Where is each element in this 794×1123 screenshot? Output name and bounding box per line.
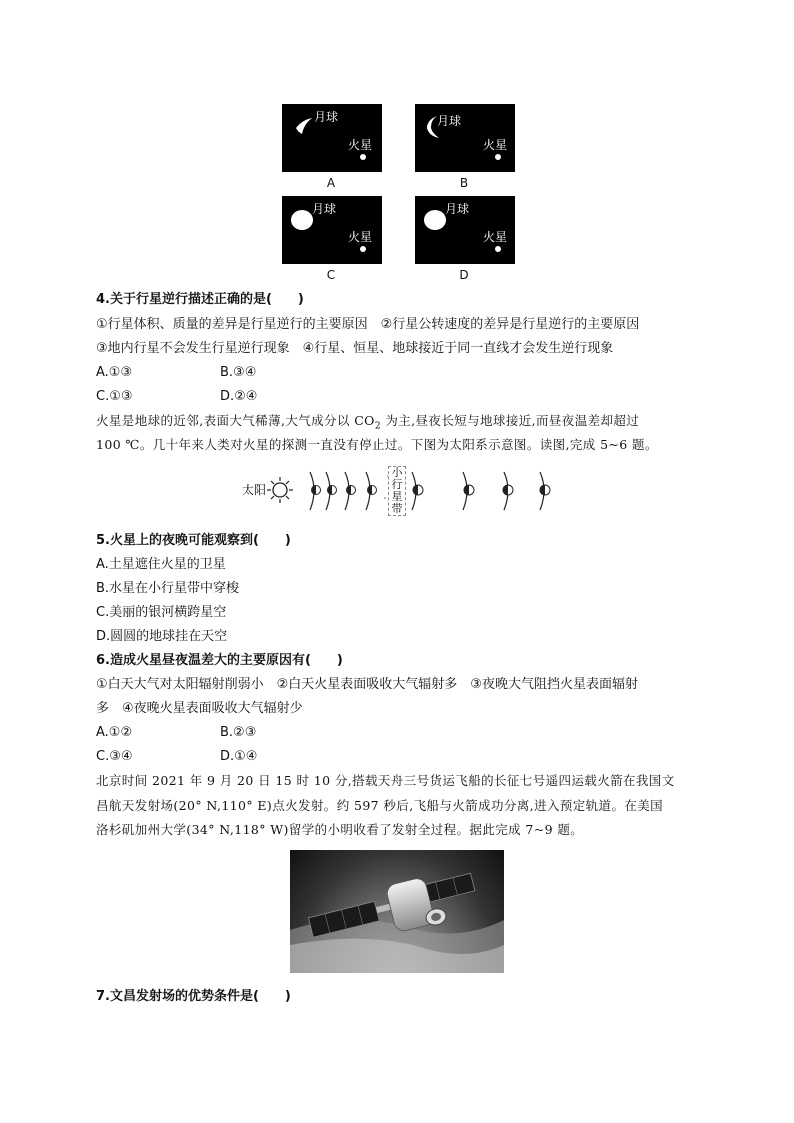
figure-panel-c	[282, 196, 382, 264]
mars-label: 火星	[483, 138, 508, 152]
sun-icon	[266, 476, 294, 504]
subscript: 2	[374, 421, 381, 432]
option-d: D.②④	[220, 389, 258, 404]
caption-a: A	[326, 176, 336, 190]
spacecraft-illustration	[290, 850, 504, 973]
question-5-stem: 5.火星上的夜晚可能观察到( )	[96, 533, 291, 548]
full-moon-icon	[423, 208, 447, 232]
asteroid-belt-label: 小行星带	[388, 466, 406, 516]
caption-c: C	[326, 268, 336, 282]
passage-launch-line-3: 洛杉矶加州大学(34° N,118° W)留学的小明收看了发射全过程。据此完成 7~9 题。	[96, 822, 584, 837]
option-a: A.①②	[96, 725, 133, 740]
question-6-statement-1: ①白天大气对太阳辐射削弱小 ②白天火星表面吸收大气辐射多 ③夜晚大气阻挡火星表面辐射	[96, 677, 638, 692]
question-4-statement-2: ③地内行星不会发生行星逆行现象 ④行星、恒星、地球接近于同一直线才会发生逆行现象	[96, 341, 614, 356]
passage-launch-line-1: 北京时间 2021 年 9 月 20 日 15 时 10 分,搭载天舟三号货运飞船的长征七号遥四运载火箭在我国文	[96, 773, 675, 788]
planet-icons	[312, 485, 551, 495]
mars-dot	[360, 246, 366, 252]
passage-text: 火星是地球的近邻,表面大气稀薄,大气成分以 CO	[96, 413, 375, 428]
full-moon-icon	[290, 208, 314, 232]
question-4-stem: 4.关于行星逆行描述正确的是( )	[96, 292, 304, 307]
sun-label: 太阳	[242, 483, 267, 497]
option-c: C.③④	[96, 749, 133, 764]
question-5-option-d: D.圆圆的地球挂在天空	[96, 629, 228, 644]
moon-label: 月球	[445, 202, 470, 216]
passage-mars-line-2: 100 ℃。几十年来人类对火星的探测一直没有停止过。下图为太阳系示意图。读图,完成 5~6 题。	[96, 437, 658, 452]
passage-mars-line-1	[96, 412, 639, 436]
moon-label: 月球	[314, 110, 339, 124]
option-b: B.③④	[220, 365, 257, 380]
mars-dot	[495, 154, 501, 160]
passage-text: 为主,昼夜长短与地球接近,而昼夜温差却超过	[380, 413, 640, 428]
mars-label: 火星	[348, 230, 373, 244]
option-a: A.①③	[96, 365, 133, 380]
option-d: D.①④	[220, 749, 258, 764]
mars-label: 火星	[483, 230, 508, 244]
option-c: C.①③	[96, 389, 133, 404]
question-7-stem: 7.文昌发射场的优势条件是( )	[96, 989, 291, 1004]
question-6-stem: 6.造成火星昼夜温差大的主要原因有( )	[96, 653, 343, 668]
question-6-statement-2: 多 ④夜晚火星表面吸收大气辐射少	[96, 701, 303, 716]
question-5-option-b: B.水星在小行星带中穿梭	[96, 581, 240, 596]
mars-label: 火星	[348, 138, 373, 152]
moon-label: 月球	[312, 202, 337, 216]
solar-system-orbits	[300, 468, 560, 514]
mars-dot	[495, 246, 501, 252]
question-4-statement-1: ①行星体积、质量的差异是行星逆行的主要原因 ②行星公转速度的差异是行星逆行的主要原因	[96, 317, 640, 332]
figure-panel-d	[415, 196, 515, 264]
caption-b: B	[459, 176, 469, 190]
mars-dot	[360, 154, 366, 160]
passage-launch-line-2: 昌航天发射场(20° N,110° E)点火发射。约 597 秒后,飞船与火箭成功分离,进入预定轨道。在美国	[96, 798, 664, 813]
figure-panel-a	[282, 104, 382, 172]
option-b: B.②③	[220, 725, 257, 740]
question-5-option-c: C.美丽的银河横跨星空	[96, 605, 227, 620]
spacecraft-photo	[290, 850, 504, 973]
figure-panel-b	[415, 104, 515, 172]
question-5-option-a: A.土星遮住火星的卫星	[96, 557, 226, 572]
caption-d: D	[459, 268, 469, 282]
crescent-moon-icon	[292, 114, 316, 138]
moon-label: 月球	[437, 114, 462, 128]
